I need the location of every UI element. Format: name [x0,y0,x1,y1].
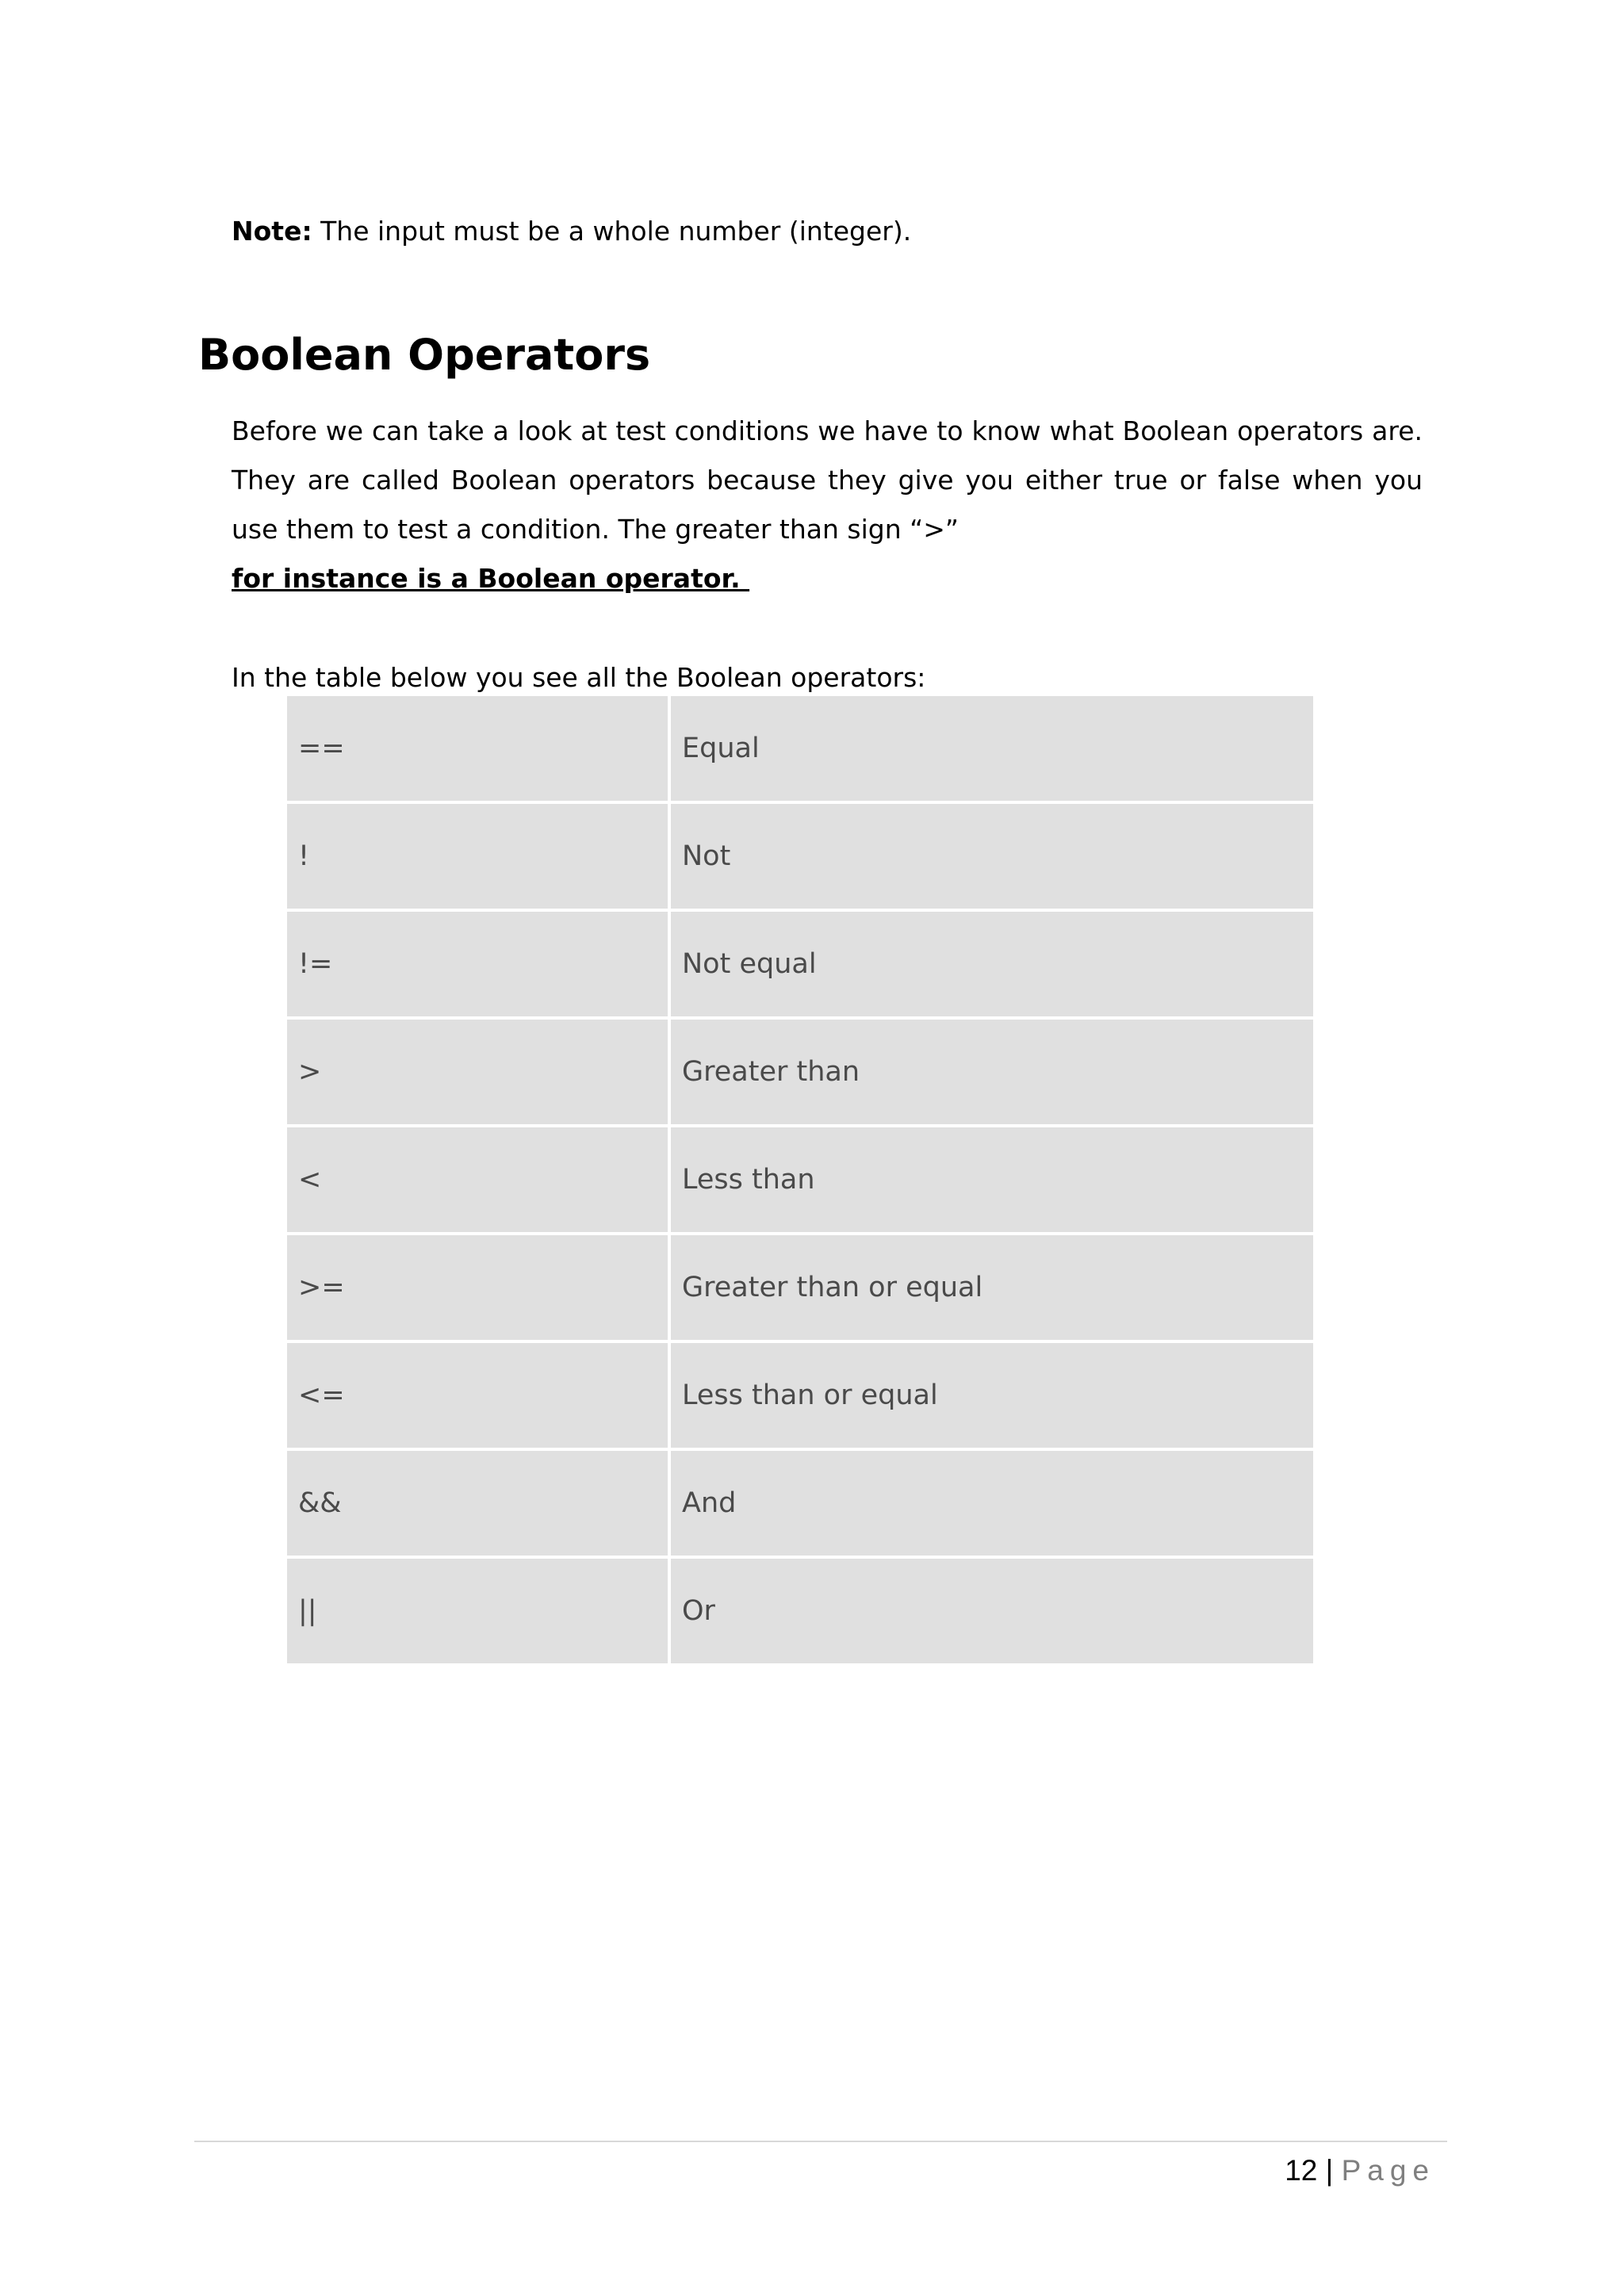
operator-meaning: Not [671,804,1313,909]
operator-meaning: And [671,1451,1313,1556]
footer-separator: | [1325,2154,1334,2187]
table-row [287,1559,1313,1663]
operator-meaning: Less than or equal [671,1343,1313,1448]
operator-meaning: Less than [671,1127,1313,1232]
table-row [287,804,1313,909]
table-row [287,1020,1313,1124]
operator-symbol: && [287,1451,668,1556]
operator-meaning: Or [671,1559,1313,1663]
operator-symbol: || [287,1559,668,1663]
operator-symbol: == [287,696,668,801]
section-heading: Boolean Operators [198,330,651,380]
table-row [287,696,1313,801]
table-row [287,1451,1313,1556]
table-row [287,1343,1313,1448]
table-row [287,1235,1313,1340]
page-number: 12 [1285,2154,1318,2187]
note-label: Note: [232,216,312,247]
footer-divider [194,2141,1447,2142]
intro-paragraph: Before we can take a look at test conditions we have to know what Boolean operators are. They are called Boolean operators because they give you either true or false when you use them to test a condition. The greater than sign “>” [232,415,1423,545]
operator-meaning: Equal [671,696,1313,801]
operator-symbol: > [287,1020,668,1124]
table-row [287,912,1313,1016]
note-text: The input must be a whole number (integer). [312,216,912,247]
operator-symbol: >= [287,1235,668,1340]
page-footer [1285,2150,1435,2191]
operator-symbol: <= [287,1343,668,1448]
operator-symbol: < [287,1127,668,1232]
operator-symbol: ! [287,804,668,909]
operator-meaning: Greater than or equal [671,1235,1313,1340]
emphasis-line: for instance is a Boolean operator. [232,563,750,594]
operators-table [284,693,1316,1667]
operator-meaning: Not equal [671,912,1313,1016]
page-label: Page [1341,2154,1435,2187]
operator-symbol: != [287,912,668,1016]
table-intro: In the table below you see all the Boolean operators: [232,662,926,693]
operator-meaning: Greater than [671,1020,1313,1124]
table-row [287,1127,1313,1232]
note [232,212,911,251]
